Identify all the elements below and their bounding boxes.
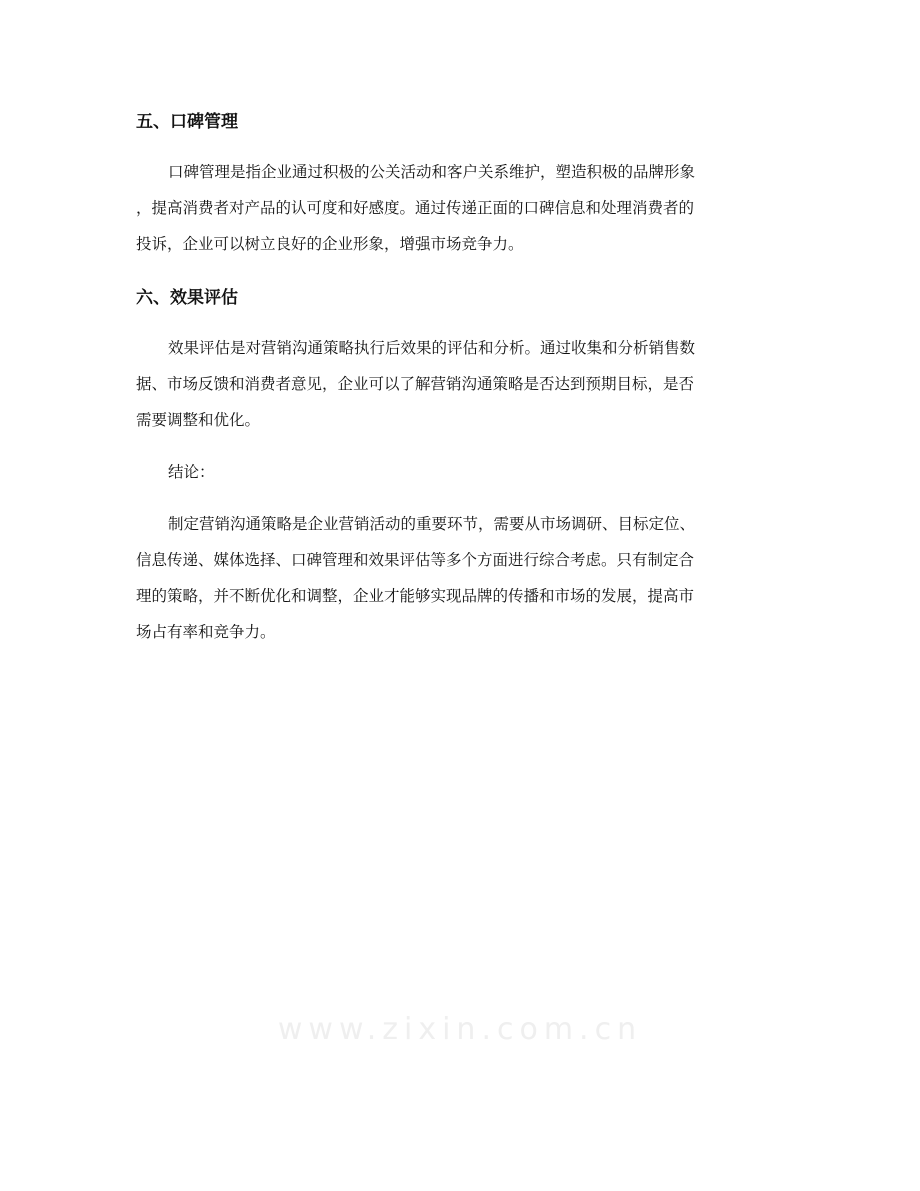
section-heading-word-of-mouth: 五、口碑管理 [136, 112, 238, 132]
paragraph-line: 场占有率和竞争力。 [136, 623, 276, 641]
watermark: www.zixin.com.cn [277, 1012, 643, 1047]
paragraph-line: 效果评估是对营销沟通策略执行后效果的评估和分析。通过收集和分析销售数 [168, 339, 696, 357]
paragraph-line: 投诉，企业可以树立良好的企业形象，增强市场竞争力。 [136, 235, 524, 253]
paragraph-line: 理的策略，并不断优化和调整，企业才能够实现品牌的传播和市场的发展，提高市 [136, 587, 695, 605]
paragraph-line: 据、市场反馈和消费者意见，企业可以了解营销沟通策略是否达到预期目标，是否 [136, 375, 695, 393]
section-body-word-of-mouth [136, 154, 786, 262]
conclusion-label [136, 454, 786, 490]
paragraph-line: 口碑管理是指企业通过积极的公关活动和客户关系维护，塑造积极的品牌形象 [168, 163, 696, 181]
paragraph-line: 需要调整和优化。 [136, 411, 261, 429]
section-body-effect-evaluation [136, 330, 786, 438]
conclusion-label-text: 结论： [168, 463, 215, 481]
conclusion-body [136, 506, 786, 650]
paragraph-line: ，提高消费者对产品的认可度和好感度。通过传递正面的口碑信息和处理消费者的 [136, 199, 695, 217]
paragraph-line: 信息传递、媒体选择、口碑管理和效果评估等多个方面进行综合考虑。只有制定合 [136, 551, 695, 569]
section-heading-effect-evaluation: 六、效果评估 [136, 288, 238, 308]
paragraph-line: 制定营销沟通策略是企业营销活动的重要环节，需要从市场调研、目标定位、 [168, 515, 696, 533]
document-page [136, 108, 786, 650]
